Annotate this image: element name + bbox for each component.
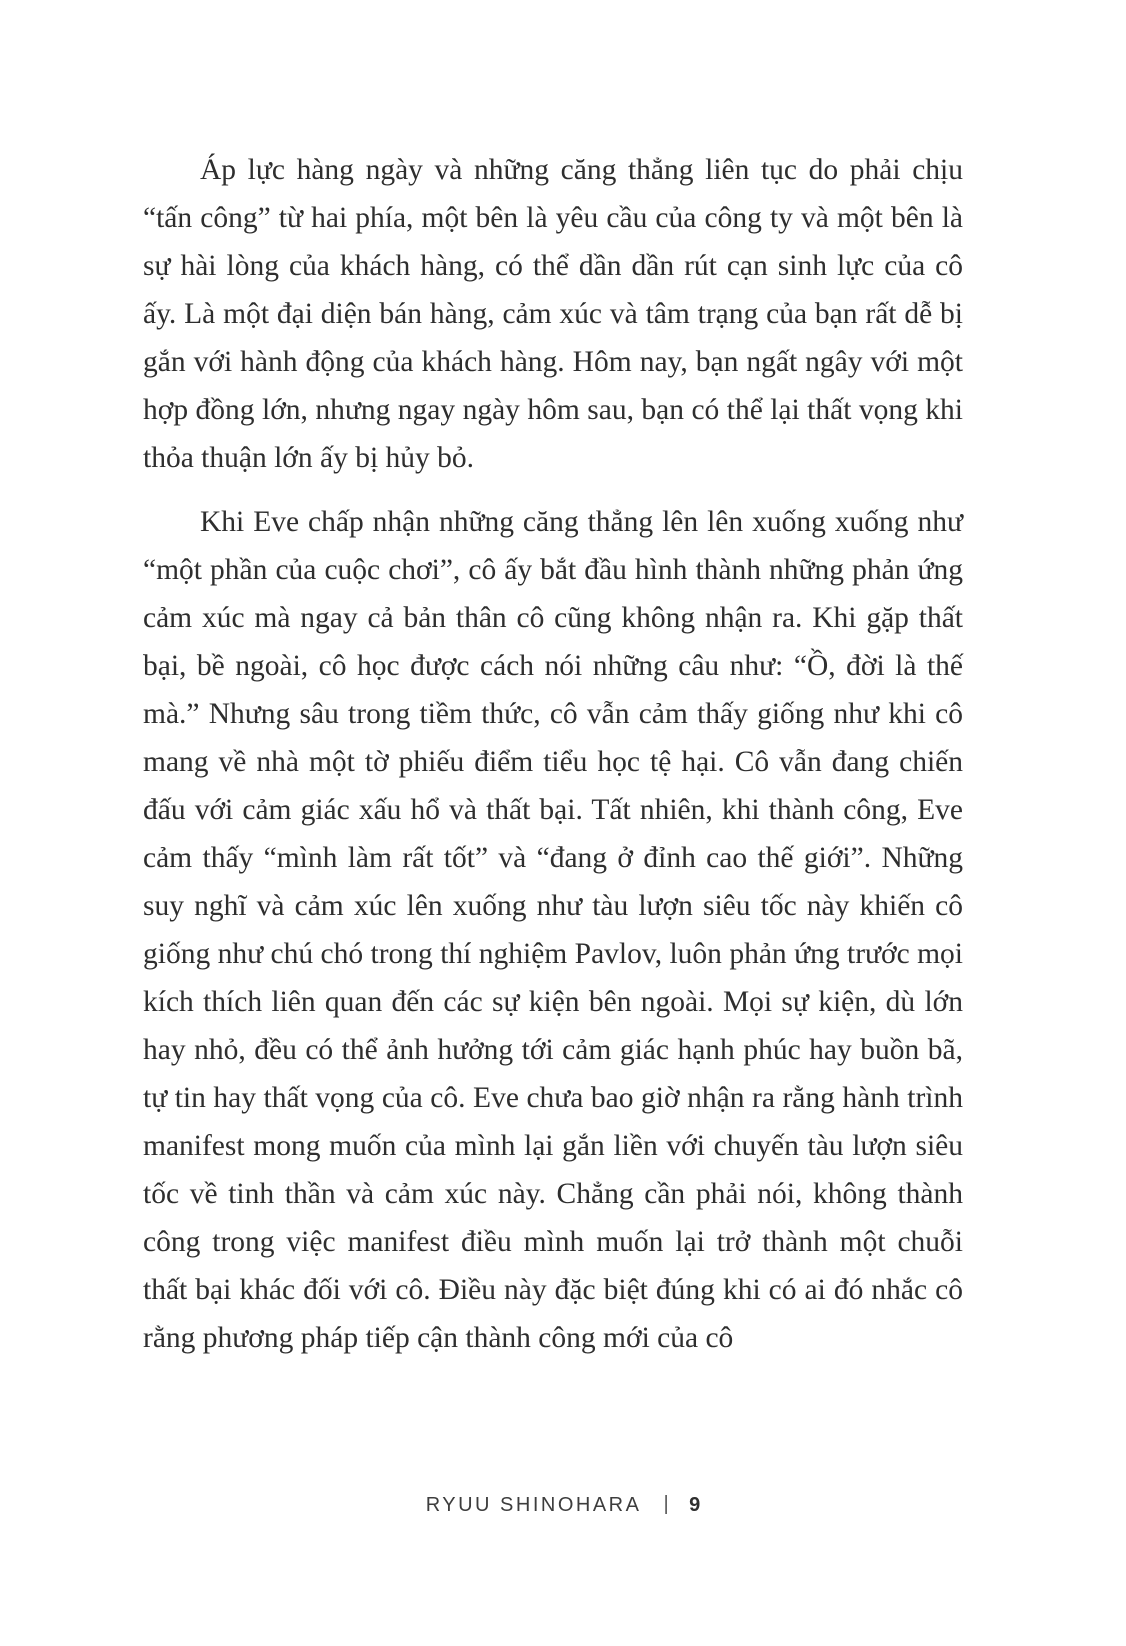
page-body-text <box>143 146 963 1378</box>
paragraph: Khi Eve chấp nhận những căng thẳng lên lên xuống xuống như “một phần của cuộc chơi”, cô ấy bắt đầu hình thành những phản ứng cảm xúc mà ngay cả bản thân cô cũng không nhận ra. Khi gặp thất bại, bề ngoài, cô học được cách nói những câu như: “Ồ, đời là thế mà.” Nhưng sâu trong tiềm thức, cô vẫn cảm thấy giống như khi cô mang về nhà một tờ phiếu điểm tiểu học tệ hại. Cô vẫn đang chiến đấu với cảm giác xấu hổ và thất bại. Tất nhiên, khi thành công, Eve cảm thấy “mình làm rất tốt” và “đang ở đỉnh cao thế giới”. Những suy nghĩ và cảm xúc lên xuống như tàu lượn siêu tốc này khiến cô giống như chú chó trong thí nghiệm Pavlov, luôn phản ứng trước mọi kích thích liên quan đến các sự kiện bên ngoài. Mọi sự kiện, dù lớn hay nhỏ, đều có thể ảnh hưởng tới cảm giác hạnh phúc hay buồn bã, tự tin hay thất vọng của cô. Eve chưa bao giờ nhận ra rằng hành trình manifest mong muốn của mình lại gắn liền với chuyến tàu lượn siêu tốc về tinh thần và cảm xúc này. Chẳng cần phải nói, không thành công trong việc manifest điều mình muốn lại trở thành một chuỗi thất bại khác đối với cô. Điều này đặc biệt đúng khi có ai đó nhắc cô rằng phương pháp tiếp cận thành công mới của cô <box>143 506 963 1354</box>
footer-page-number: 9 <box>689 1494 701 1516</box>
footer-author-name: RYUU SHINOHARA <box>425 1494 642 1516</box>
page-footer <box>0 1494 1126 1517</box>
paragraph: Áp lực hàng ngày và những căng thẳng liên tục do phải chịu “tấn công” từ hai phía, một bên là yêu cầu của công ty và một bên là sự hài lòng của khách hàng, có thể dần dần rút cạn sinh lực của cô ấy. Là một đại diện bán hàng, cảm xúc và tâm trạng của bạn rất dễ bị gắn với hành động của khách hàng. Hôm nay, bạn ngất ngây với một hợp đồng lớn, nhưng ngay ngày hôm sau, bạn có thể lại thất vọng khi thỏa thuận lớn ấy bị hủy bỏ. <box>143 154 963 474</box>
footer-divider: | <box>663 1493 672 1515</box>
